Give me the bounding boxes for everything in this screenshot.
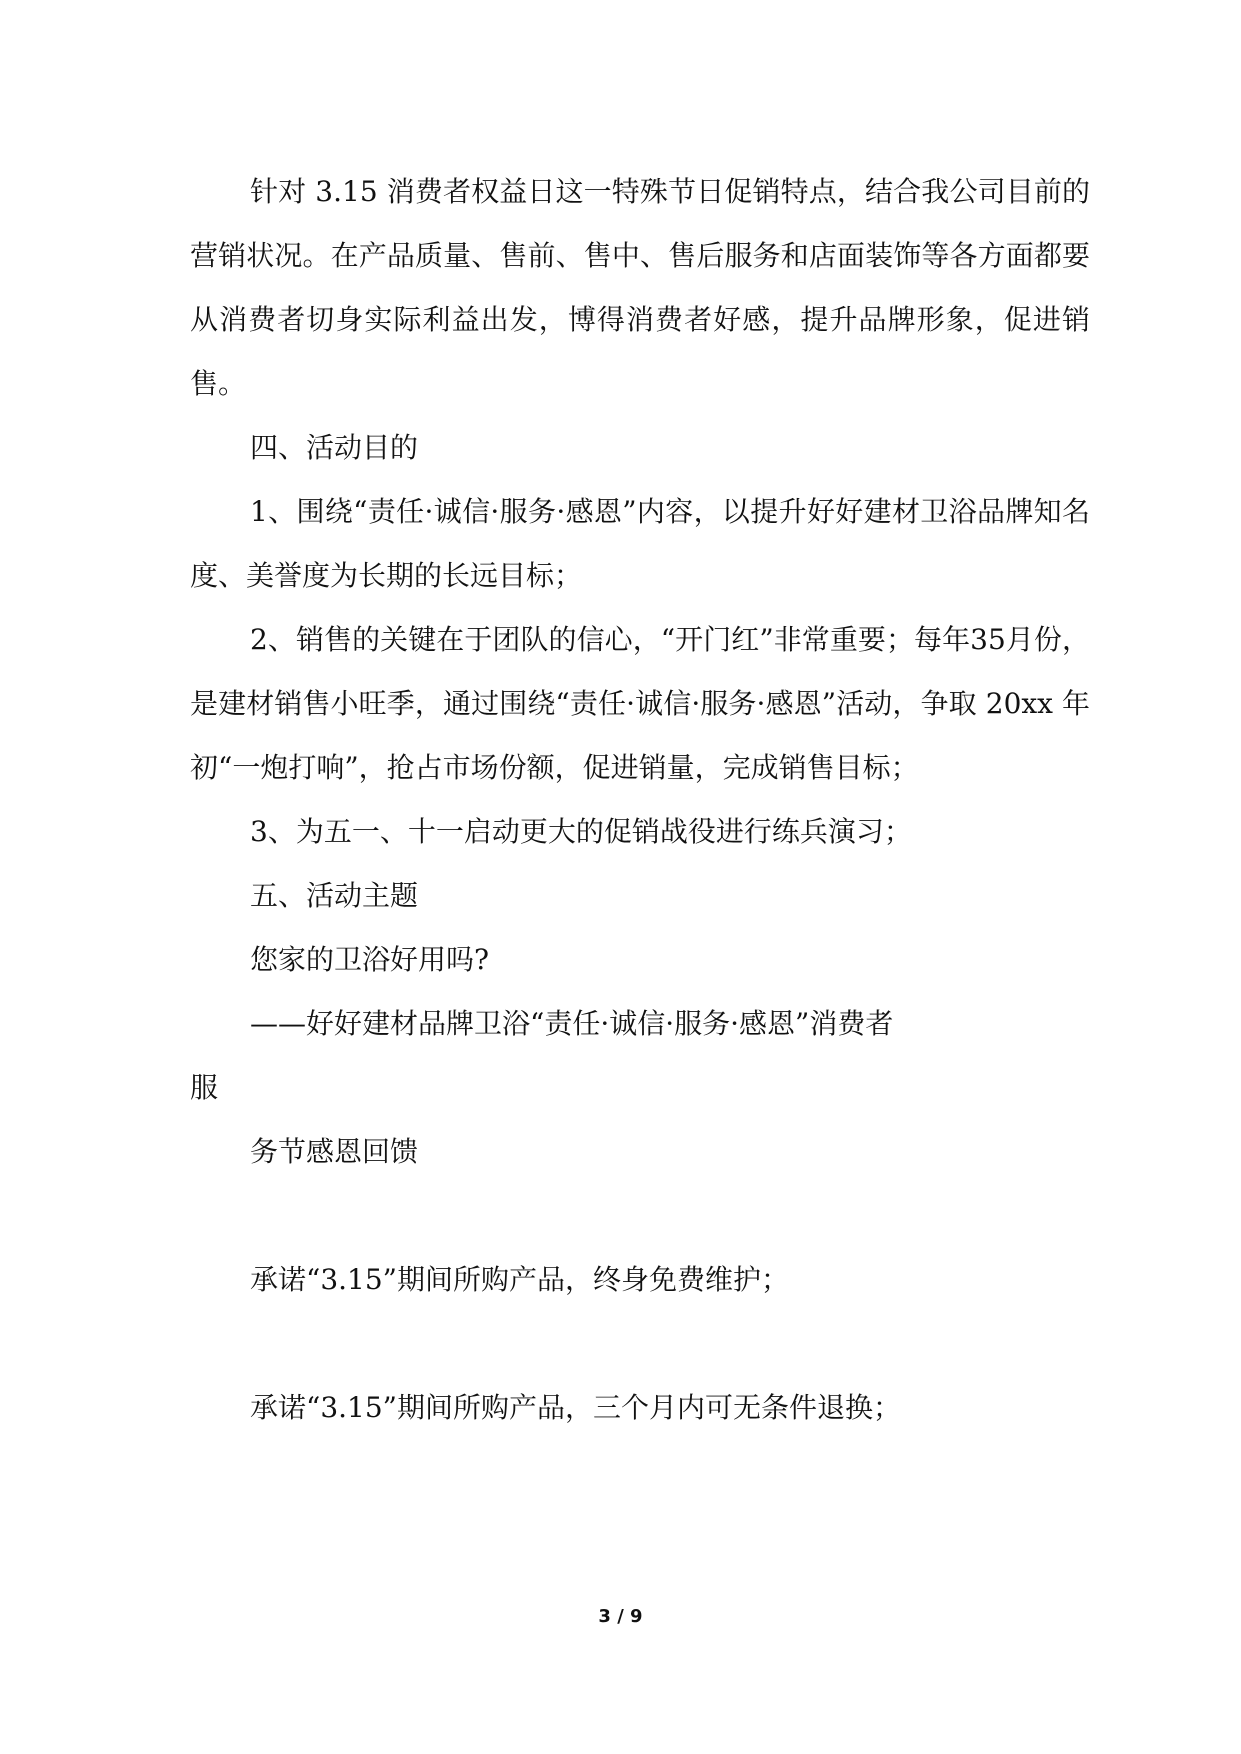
intro-paragraph: 针对 3.15 消费者权益日这一特殊节日促销特点，结合我公司目前的营销状况。在产品质量、售前、售中、售后服务和店面装饰等各方面都要从消费者切身实际利益出发，博得消费者好感，提升品牌形象，促进销售。 xyxy=(190,175,1090,400)
page-number: 3 / 9 xyxy=(598,1606,643,1627)
theme-subtitle-wrap: 服 xyxy=(190,1071,219,1104)
objective-item-2: 2、销售的关键在于团队的信心，“开门红”非常重要；每年35月份，是建材销售小旺季，通过围绕“责任·诚信·服务·感恩”活动，争取 20xx 年初“一炮打响”，抢占市场份额，促进销量，完成销售目标； xyxy=(190,623,1090,784)
section-heading-objectives: 四、活动目的 xyxy=(250,431,419,464)
promise-item-1: 承诺“3.15”期间所购产品，终身免费维护； xyxy=(250,1263,789,1296)
document-body xyxy=(190,160,1090,1440)
theme-subtitle: ——好好建材品牌卫浴“责任·诚信·服务·感恩”消费者 xyxy=(250,1007,894,1040)
promise-item-2: 承诺“3.15”期间所购产品，三个月内可无条件退换； xyxy=(250,1391,901,1424)
objective-item-1: 1、围绕“责任·诚信·服务·感恩”内容，以提升好好建材卫浴品牌知名度、美誉度为长期的长远目标； xyxy=(190,495,1090,592)
objective-item-3: 3、为五一、十一启动更大的促销战役进行练兵演习； xyxy=(250,815,912,848)
theme-question: 您家的卫浴好用吗? xyxy=(250,943,490,976)
blank-line xyxy=(190,1184,1090,1248)
theme-subtitle-end: 务节感恩回馈 xyxy=(250,1135,419,1168)
blank-line xyxy=(190,1312,1090,1376)
section-heading-theme: 五、活动主题 xyxy=(250,879,419,912)
